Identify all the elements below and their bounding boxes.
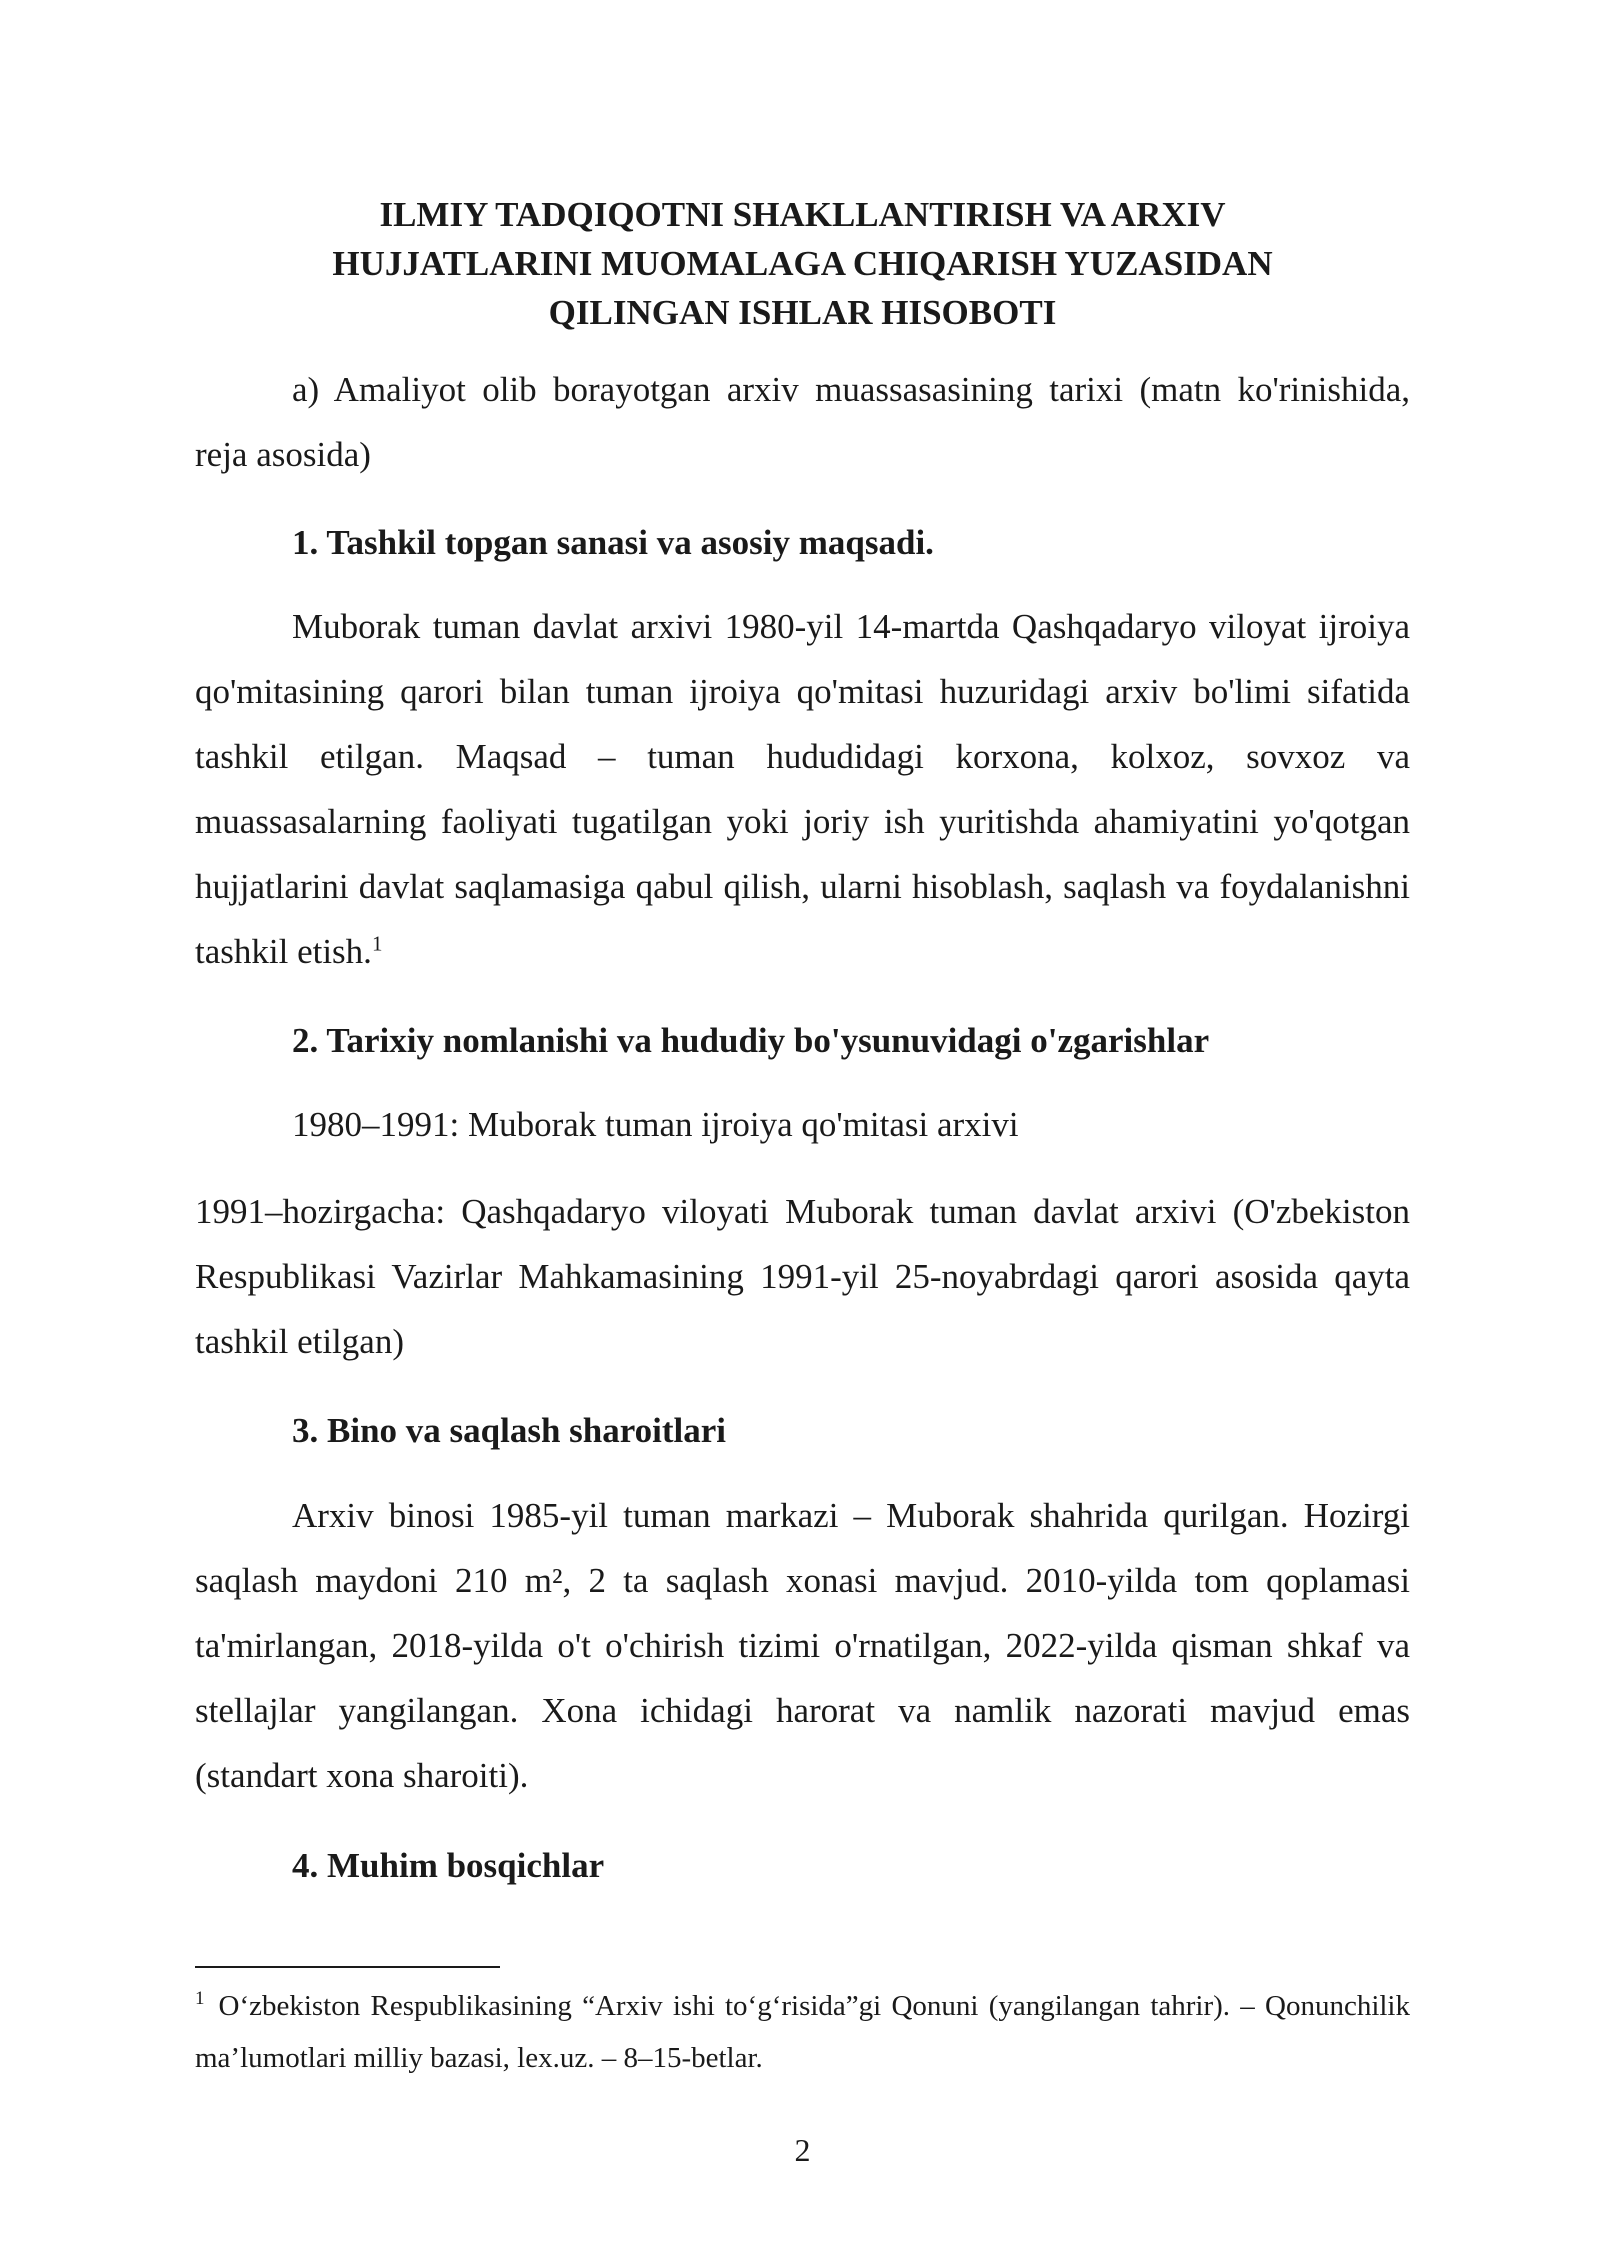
footnote [195, 1980, 1410, 2084]
title-line-2: HUJJATLARINI MUOMALAGA CHIQARISH YUZASIDAN [332, 244, 1273, 283]
section-3-heading: 3. Bino va saqlash sharoitlari [292, 1411, 727, 1450]
section-1-heading: 1. Tashkil topgan sanasi va asosiy maqsadi. [292, 523, 934, 562]
section-1-paragraph [195, 594, 1410, 984]
section-1-text: Muborak tuman davlat arxivi 1980-yil 14-martda Qashqadaryo viloyat ijroiya qo'mitasining qarori bilan tuman ijroiya qo'mitasi huzuridagi arxiv bo'limi sifatida tashkil etilgan. Maqsad – tuman hududidagi korxona, kolxoz, sovxoz va muassasalarning faoliyati tugatilgan yoki joriy ish yuritishda ahamiyatini yo'qotgan hujjatlarini davlat saqlamasiga qabul qilish, ularni hisoblash, saqlash va foydalanishni tashkil etish. [195, 607, 1410, 971]
title-line-3: QILINGAN ISHLAR HISOBOTI [548, 293, 1057, 332]
section-2-line-2: 1991–hozirgacha: Qashqadaryo viloyati Muborak tuman davlat arxivi (O'zbekiston Respublikasi Vazirlar Mahkamasining 1991-yil 25-noyabrdagi qarori asosida qayta tashkil etilgan) [195, 1192, 1410, 1361]
footnote-reference: 1 [371, 931, 383, 956]
intro-paragraph: a) Amaliyot olib borayotgan arxiv muassasasining tarixi (matn ko'rinishida, reja asosida) [195, 370, 1410, 474]
title-line-1: ILMIY TADQIQOTNI SHAKLLANTIRISH VA ARXIV [379, 195, 1226, 234]
section-3-paragraph: Arxiv binosi 1985-yil tuman markazi – Muborak shahrida qurilgan. Hozirgi saqlash maydoni 210 m², 2 ta saqlash xonasi mavjud. 2010-yilda tom qoplamasi ta'mirlangan, 2018-yilda o't o'chirish tizimi o'rnatilgan, 2022-yilda qisman shkaf va stellajlar yangilangan. Xona ichidagi harorat va namlik nazorati mavjud emas (standart xona sharoiti). [195, 1496, 1410, 1795]
document-title [195, 190, 1410, 337]
page-number: 2 [794, 2132, 811, 2168]
section-2-line-1: 1980–1991: Muborak tuman ijroiya qo'mitasi arxivi [292, 1105, 1019, 1144]
footnote-mark: 1 [195, 1988, 205, 2010]
document-page [195, 0, 1410, 2262]
section-4-heading: 4. Muhim bosqichlar [292, 1846, 605, 1885]
footnote-text: O‘zbekiston Respublikasining “Arxiv ishi to‘g‘risida”gi Qonuni (yangilangan tahrir). – Qonunchilik ma’lumotlari milliy bazasi, lex.uz. – 8–15-betlar. [195, 1990, 1410, 2074]
footnote-separator [195, 1966, 500, 1968]
section-2-heading: 2. Tarixiy nomlanishi va hududiy bo'ysunuvidagi o'zgarishlar [292, 1021, 1210, 1060]
